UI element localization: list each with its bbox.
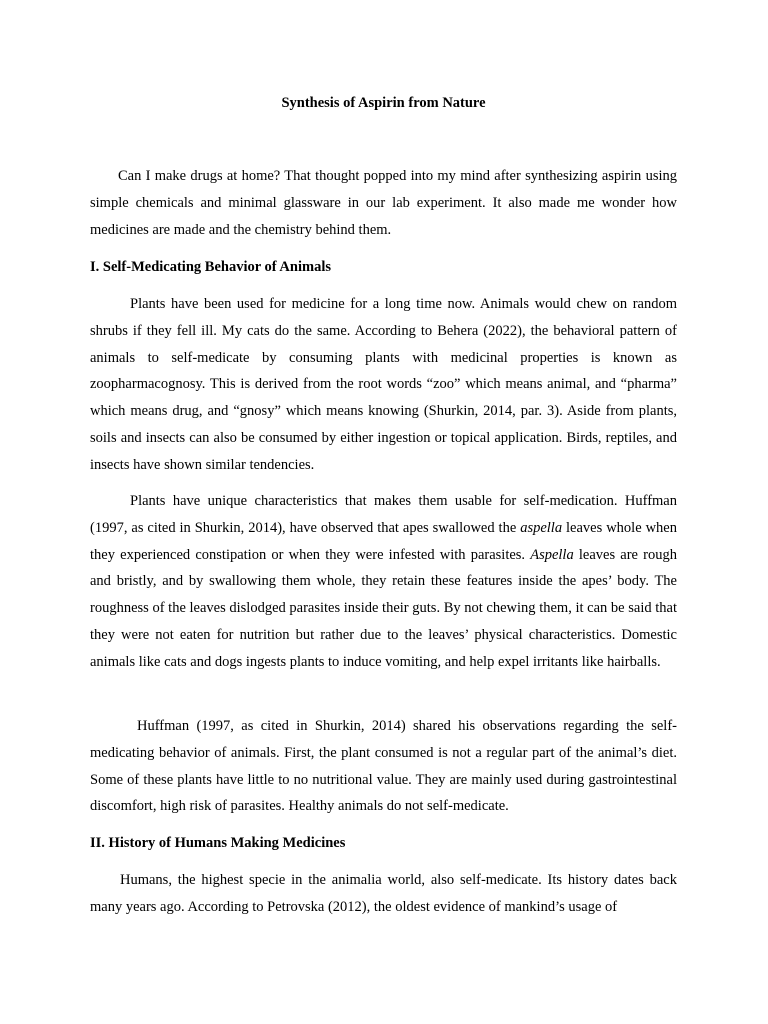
section1-paragraph-2	[90, 488, 677, 676]
section1-paragraph-2-text-c: leaves are rough and bristly, and by swallowing them whole, they retain these features inside the apes’ body. The roughness of the leaves dislodged parasites inside their guts. By not chewing them, it can be said that they were not eaten for nutrition but rather due to the leaves’ physical characteristics. Domestic animals like cats and dogs ingests plants to induce vomiting, and help expel irritants like hairballs.	[90, 546, 677, 670]
document-title: Synthesis of Aspirin from Nature	[281, 95, 486, 111]
section1-paragraph-1: Plants have been used for medicine for a long time now. Animals would chew on random shrubs if they fell ill. My cats do the same. According to Behera (2022), the behavioral pattern of animals to self-medicate by consuming plants with medicinal properties is known as zoopharmacognosy. This is derived from the root words “zoo” which means animal, and “pharma” which means drug, and “gnosy” which means knowing (Shurkin, 2014, par. 3). Aside from plants, soils and insects can also be consumed by either ingestion or topical application. Birds, reptiles, and insects have shown similar tendencies.	[90, 296, 677, 473]
section-heading-self-medicating-animals: I. Self-Medicating Behavior of Animals	[90, 259, 331, 275]
section1-paragraph-3: Huffman (1997, as cited in Shurkin, 2014) shared his observations regarding the self-medicating behavior of animals. First, the plant consumed is not a regular part of the animal’s diet. Some of these plants have little to no nutritional value. They are mainly used during gastrointestinal discomfort, high risk of parasites. Healthy animals do not self-medicate.	[90, 718, 677, 815]
section1-paragraph-2-text-b: leaves whole when they experienced constipation or when they were infested with parasites.	[90, 519, 677, 563]
intro-paragraph: Can I make drugs at home? That thought popped into my mind after synthesizing aspirin using simple chemicals and minimal glassware in our lab experiment. It also made me wonder how medicines are made and the chemistry behind them.	[90, 168, 677, 238]
section1-paragraph-2-italic-1: aspella	[520, 519, 563, 536]
section2-paragraph-1: Humans, the highest specie in the animalia world, also self-medicate. Its history dates back many years ago. According to Petrovska (2012), the oldest evidence of mankind’s usage of	[90, 872, 677, 915]
section-heading-history-of-medicines: II. History of Humans Making Medicines	[90, 835, 346, 851]
section1-paragraph-2-italic-2: Aspella	[530, 546, 574, 563]
section1-paragraph-2-text-a: Plants have unique characteristics that makes them usable for self-medication. Huffman (1997, as cited in Shurkin, 2014), have observed that apes swallowed the	[90, 493, 677, 536]
